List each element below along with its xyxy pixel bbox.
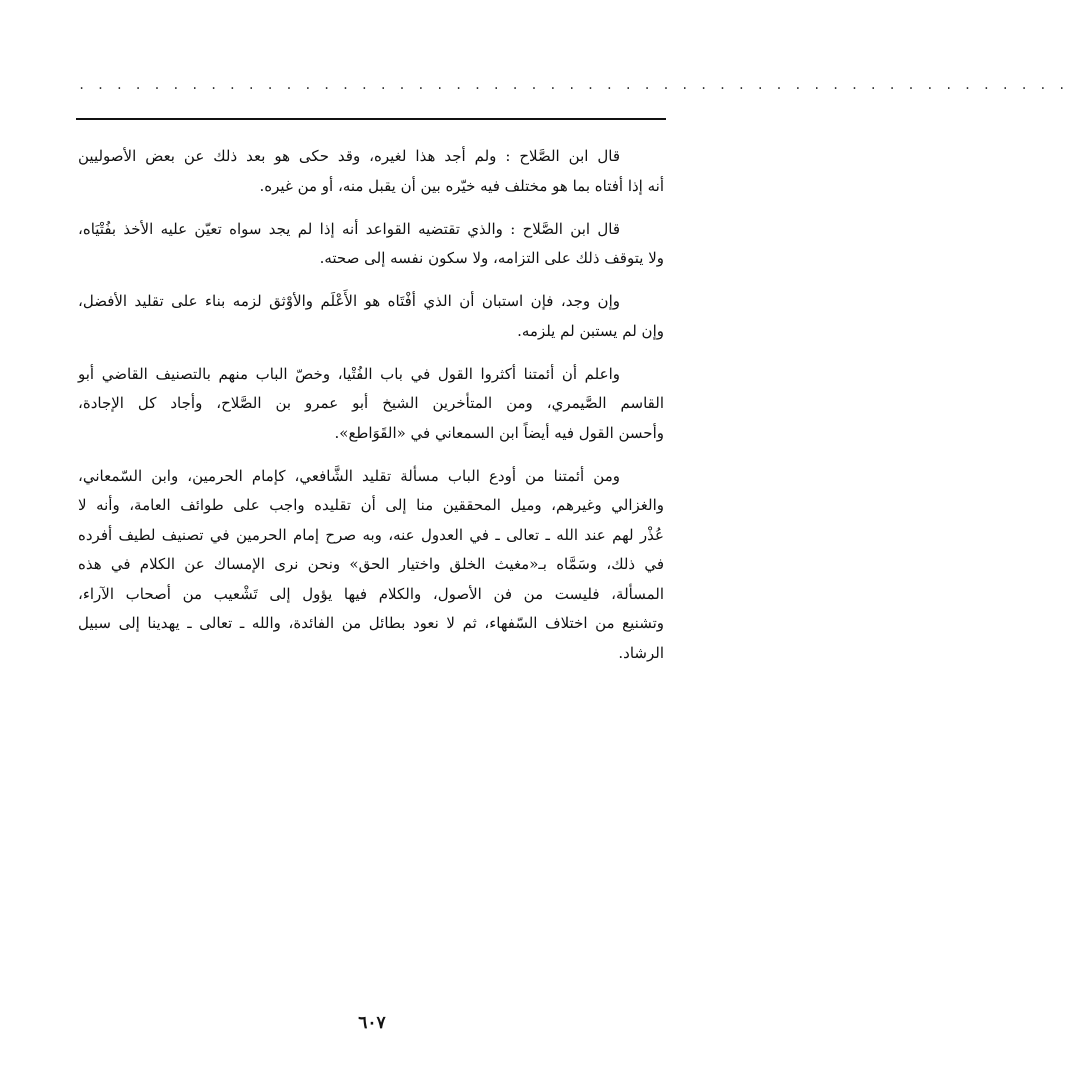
text-line: قال ابن الصَّلاح : والذي تقتضيه القواعد أنه إذا لم يجد سواه تعيّن عليه الأخذ بفُتْيَاه، (78, 219, 620, 238)
header-rule (76, 118, 666, 120)
text-line: في ذلك، وسَمَّاه بـ«مغيث الخلق واختيار الحق» ونحن نرى الإمساك عن الكلام في هذه (78, 555, 664, 573)
paragraph (78, 142, 664, 201)
text-line: ومن أئمتنا من أودع الباب مسألة تقليد الشَّافعي، كإمام الحرمين، وابن السّمعاني، (78, 466, 620, 485)
text-line: المسألة، فليست من فن الأصول، والكلام فيها يؤول إلى تَشْعيب من أصحاب الآراء، (78, 584, 664, 603)
text-line: وتشنيع من اختلاف السّفهاء، ثم لا نعود بطائل من الفائدة، والله ـ تعالى ـ يهدينا إلى سبيل (78, 614, 664, 632)
text-line: ولا يتوقف ذلك على التزامه، ولا سكون نفسه إلى صحته. (319, 249, 664, 267)
header-dotted-line: . . . . . . . . . . . . . . . . . . . . . . . . . . . . . . . . . . . . . . . . . . . . . . . . . . . . . (78, 78, 1068, 92)
paragraph (78, 360, 664, 449)
page-number: ٦٠٧ (358, 1013, 386, 1033)
text-line: وإن وجد، فإن استبان أن الذي أفْتَاه هو الأَعْلَم والأوْثق لزمه بناء على تقليد الأفضل، (78, 292, 620, 310)
text-line: وأحسن القول فيه أيضاً ابن السمعاني في «القَوَاطع». (334, 423, 664, 442)
text-line: الرشاد. (618, 643, 664, 662)
text-line: أنه إذا أفتاه بما هو مختلف فيه خيّره بين أن يقبل منه، أو من غيره. (259, 176, 664, 195)
text-line: واعلم أن أئمتنا أكثروا القول في باب الفُتْيا، وخصّ الباب منهم بالتصنيف القاضي أبو (78, 364, 620, 383)
text-line: عُذْر لهم عند الله ـ تعالى ـ في العدول عنه، وبه صرح إمام الحرمين في تصنيف لطيف أفرده (78, 525, 664, 544)
text-line: القاسم الصَّيمري، ومن المتأخرين الشيخ أبو عمرو بن الصَّلاح، وأجاد كل الإجادة، (78, 394, 664, 412)
text-line: والغزالي وغيرهم، وميل المحققين منا إلى أن تقليده واجب على طوائف العامة، وأنه لا (78, 496, 665, 514)
body-text (78, 142, 664, 682)
text-line: قال ابن الصَّلاح : ولم أجد هذا لغيره، وقد حكى هو بعد ذلك عن بعض الأصوليين (78, 147, 620, 165)
paragraph (78, 215, 664, 274)
paragraph (78, 462, 664, 669)
text-line: وإن لم يستبن لم يلزمه. (517, 321, 664, 340)
paragraph (78, 287, 664, 346)
